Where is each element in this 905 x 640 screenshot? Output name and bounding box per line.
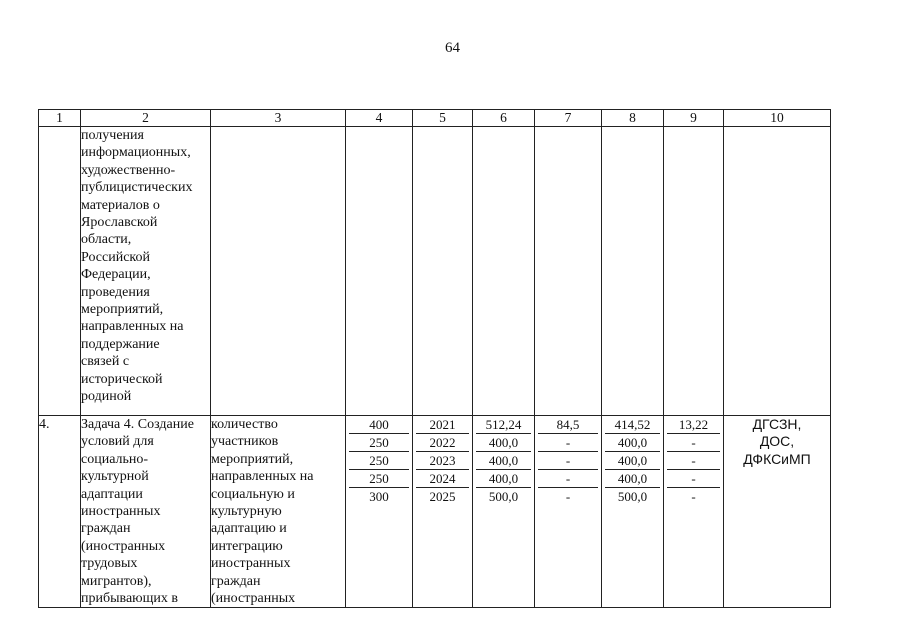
value-cell: - bbox=[667, 452, 720, 470]
row1-col9 bbox=[664, 127, 724, 416]
row2-col9-values bbox=[664, 416, 724, 608]
text-line: исторической bbox=[81, 371, 163, 387]
text-line: (иностранных bbox=[211, 591, 296, 607]
value-cell: 300 bbox=[369, 489, 389, 504]
text-line: материалов о bbox=[81, 197, 160, 213]
value-cell: 13,22 bbox=[667, 416, 720, 434]
value-cell: 250 bbox=[349, 434, 409, 452]
text-line: художественно- bbox=[81, 162, 176, 178]
value-cell: - bbox=[667, 434, 720, 452]
row2-task-description bbox=[81, 416, 211, 608]
text-line: Российской bbox=[81, 249, 150, 265]
value-cell: 2021 bbox=[416, 416, 469, 434]
table-row bbox=[39, 416, 831, 608]
text-line: (иностранных bbox=[81, 538, 166, 554]
text-line: поддержание bbox=[81, 336, 160, 352]
value-cell: 84,5 bbox=[538, 416, 598, 434]
value-cell: 2024 bbox=[416, 470, 469, 488]
page-number: 64 bbox=[445, 40, 460, 56]
program-table bbox=[38, 109, 831, 608]
value-cell: - bbox=[538, 452, 598, 470]
text-line: иностранных bbox=[211, 556, 291, 572]
value-cell: 414,52 bbox=[605, 416, 660, 434]
value-cell: 250 bbox=[349, 452, 409, 470]
text-line: интеграцию bbox=[211, 538, 283, 554]
text-line: мигрантов), bbox=[81, 573, 152, 589]
row1-col3 bbox=[211, 127, 346, 416]
text-line: Задача 4. Создание bbox=[81, 417, 194, 432]
header-cell: 10 bbox=[724, 110, 831, 127]
row2-col6-values bbox=[473, 416, 535, 608]
text-line: Федерации, bbox=[81, 267, 151, 283]
header-cell: 1 bbox=[39, 110, 81, 127]
row2-col4-values bbox=[346, 416, 413, 608]
header-cell: 3 bbox=[211, 110, 346, 127]
value-cell: - bbox=[565, 489, 571, 504]
value-cell: 2022 bbox=[416, 434, 469, 452]
text-line: прибывающих в bbox=[81, 591, 178, 607]
header-cell: 4 bbox=[346, 110, 413, 127]
value-cell: 400,0 bbox=[605, 452, 660, 470]
header-cell: 8 bbox=[602, 110, 664, 127]
text-line: культурную bbox=[211, 504, 282, 520]
text-line: граждан bbox=[211, 573, 261, 589]
row2-number: 4. bbox=[39, 416, 81, 608]
value-cell: 2025 bbox=[429, 489, 456, 504]
value-cell: 500,0 bbox=[617, 489, 648, 504]
header-cell: 2 bbox=[81, 110, 211, 127]
text-line: родиной bbox=[81, 389, 132, 405]
text-line: ДГСЗН, bbox=[752, 416, 802, 432]
value-cell: 400,0 bbox=[605, 434, 660, 452]
value-cell: 2023 bbox=[416, 452, 469, 470]
text-line: социальную и bbox=[211, 486, 295, 502]
text-line: информационных, bbox=[81, 145, 191, 161]
row1-col7 bbox=[535, 127, 602, 416]
header-cell: 6 bbox=[473, 110, 535, 127]
value-cell: 400,0 bbox=[476, 434, 531, 452]
text-line: мероприятий, bbox=[211, 451, 294, 467]
value-cell: 400 bbox=[349, 416, 409, 434]
table-header-row bbox=[39, 110, 831, 127]
text-line: иностранных bbox=[81, 504, 161, 520]
text-line: получения bbox=[81, 128, 144, 143]
value-cell: - bbox=[538, 470, 598, 488]
text-line: публицистических bbox=[81, 180, 193, 196]
text-line: мероприятий, bbox=[81, 302, 164, 318]
text-line: трудовых bbox=[81, 556, 138, 572]
text-line: ДФКСиМП bbox=[743, 450, 811, 467]
text-line: связей с bbox=[81, 354, 130, 370]
row1-col4 bbox=[346, 127, 413, 416]
text-line: области, bbox=[81, 232, 132, 248]
row2-col8-values bbox=[602, 416, 664, 608]
text-line: проведения bbox=[81, 284, 150, 300]
table-row bbox=[39, 127, 831, 416]
row1-col8 bbox=[602, 127, 664, 416]
header-cell: 5 bbox=[413, 110, 473, 127]
text-line: направленных на bbox=[81, 319, 184, 335]
row2-indicator bbox=[211, 416, 346, 608]
text-line: участников bbox=[211, 434, 279, 450]
text-line: адаптации bbox=[81, 486, 143, 502]
row2-col7-values bbox=[535, 416, 602, 608]
row1-col10 bbox=[724, 127, 831, 416]
row1-col5 bbox=[413, 127, 473, 416]
value-cell: 400,0 bbox=[605, 470, 660, 488]
row1-col6 bbox=[473, 127, 535, 416]
row1-col1 bbox=[39, 127, 81, 416]
text-line: количество bbox=[211, 417, 278, 432]
text-line: социально- bbox=[81, 451, 149, 467]
value-cell: 400,0 bbox=[476, 452, 531, 470]
value-cell: 250 bbox=[349, 470, 409, 488]
value-cell: - bbox=[691, 489, 696, 504]
header-cell: 7 bbox=[535, 110, 602, 127]
row2-responsible bbox=[724, 416, 831, 608]
row1-col2-description bbox=[81, 127, 211, 416]
value-cell: 500,0 bbox=[488, 489, 519, 504]
text-line: условий для bbox=[81, 434, 154, 450]
header-cell: 9 bbox=[664, 110, 724, 127]
value-cell: 512,24 bbox=[476, 416, 531, 434]
text-line: граждан bbox=[81, 521, 131, 537]
text-line: направленных на bbox=[211, 469, 314, 485]
value-cell: - bbox=[538, 434, 598, 452]
text-line: ДОС, bbox=[759, 433, 795, 450]
text-line: культурной bbox=[81, 469, 149, 485]
row2-col5-years bbox=[413, 416, 473, 608]
value-cell: - bbox=[667, 470, 720, 488]
text-line: Ярославской bbox=[81, 215, 158, 231]
value-cell: 400,0 bbox=[476, 470, 531, 488]
text-line: адаптацию и bbox=[211, 521, 287, 537]
